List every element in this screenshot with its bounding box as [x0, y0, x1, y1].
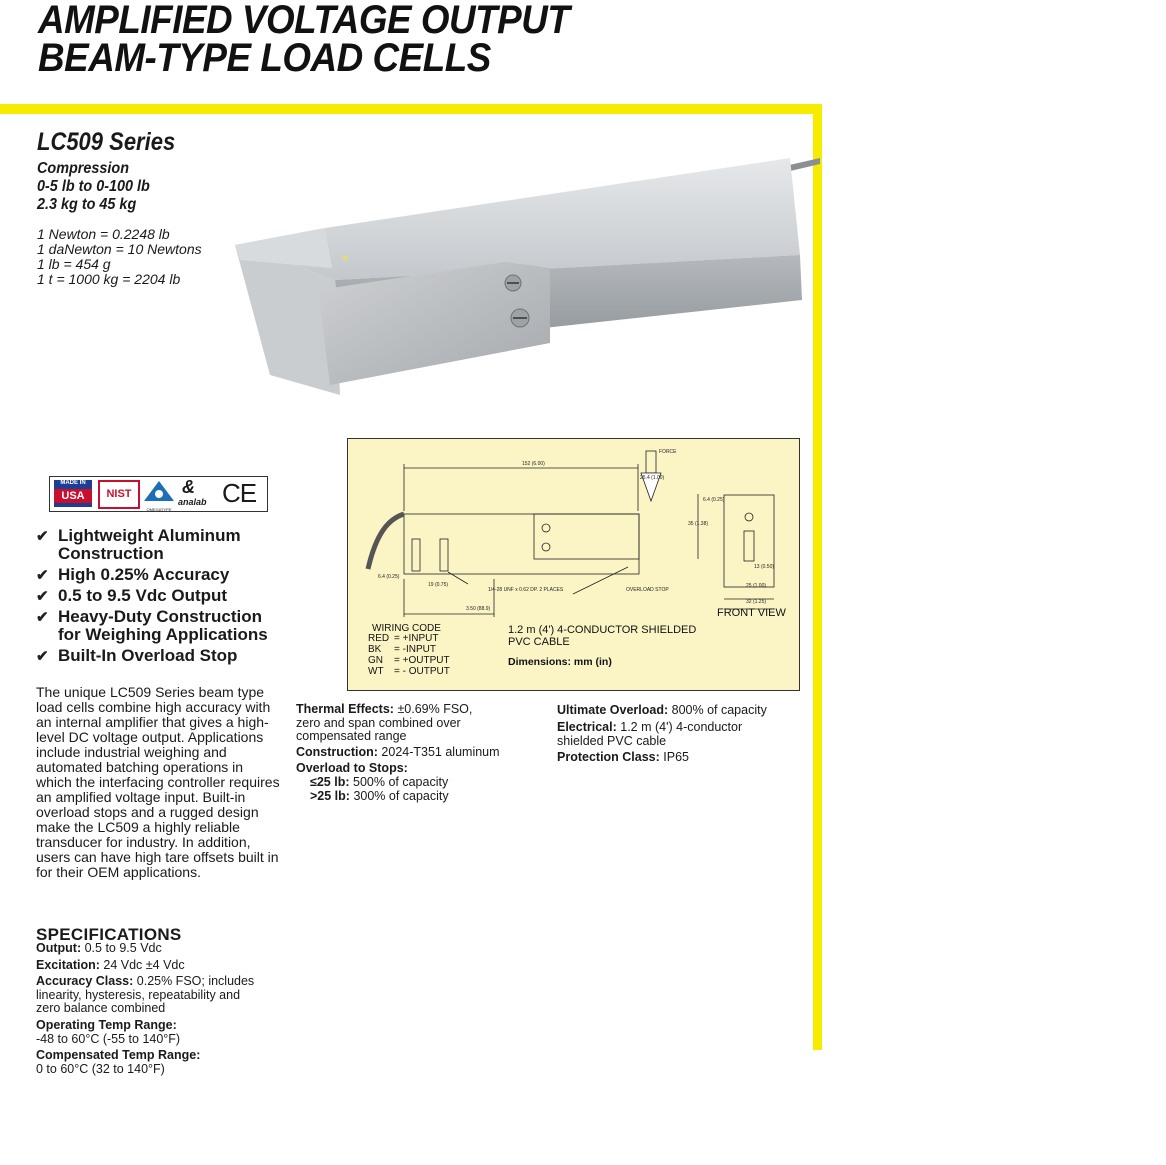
cable-note-1: 1.2 m (4') 4-CONDUCTOR SHIELDED — [508, 624, 697, 636]
feature-1 — [36, 527, 241, 563]
dimension-diagram — [347, 438, 800, 691]
conversion-4: 1 t = 1000 kg = 2204 lb — [37, 271, 181, 287]
dim-152: 152 (6.00) — [522, 461, 545, 467]
dim-13: 13 (0.50) — [754, 564, 775, 570]
spec-thermal: Thermal Effects: ±0.69% FSO, zero and span combined over compensated range — [296, 702, 473, 743]
specifications-heading: SPECIFICATIONS — [36, 925, 182, 944]
spec-protection: Protection Class: IP65 — [557, 750, 690, 764]
spec-ultimate-overload: Ultimate Overload: 800% of capacity — [557, 703, 767, 717]
wiring-row-2: BK = -INPUT — [368, 644, 436, 655]
usa-text: USA — [54, 489, 92, 503]
spec-output: Output: 0.5 to 9.5 Vdc — [36, 941, 162, 955]
omega-text: OMEGATYPE — [146, 507, 172, 512]
spec-electrical: Electrical: 1.2 m (4') 4-conductor shielded PVC cable — [557, 720, 743, 748]
made-in-text: MADE IN — [60, 480, 86, 486]
dim-35: 35 (1.38) — [688, 521, 709, 527]
omega-logo — [143, 480, 175, 512]
spec-accuracy: Accuracy Class: 0.25% FSO; includes linearity, hysteresis, repeatability and zero balance combined — [36, 974, 255, 1015]
dim-64-left: 6.4 (0.25) — [378, 574, 400, 580]
dim-32: 32 (1.25) — [746, 599, 767, 605]
product-type: Compression — [37, 160, 130, 177]
dim-64-top: 6.4 (0.25) — [703, 497, 725, 503]
cable-note-2: PVC CABLE — [508, 636, 570, 648]
feature-4-line1: Heavy-Duty Construction — [58, 607, 263, 626]
spec-overload-low: ≤25 lb: 500% of capacity — [310, 775, 449, 789]
front-view-label: FRONT VIEW — [717, 607, 786, 619]
feature-4 — [36, 608, 268, 644]
page-title-line1: AMPLIFIED VOLTAGE OUTPUT — [38, 0, 570, 42]
dim-254: 25.4 (1.00) — [640, 475, 665, 481]
feature-5: ✔ Built-In Overload Stop — [36, 646, 238, 665]
certification-logos — [49, 476, 268, 512]
check-icon: ✔ — [36, 588, 49, 605]
conversion-2: 1 daNewton = 10 Newtons — [37, 241, 202, 257]
feature-4-line2: for Weighing Applications — [58, 625, 268, 644]
series-title: LC509 Series — [37, 128, 176, 156]
range-kg: 2.3 kg to 45 kg — [37, 196, 137, 213]
spec-operating-temp: Operating Temp Range: -48 to 60°C (-55 to 140°F) — [36, 1018, 181, 1046]
feature-3: ✔ 0.5 to 9.5 Vdc Output — [36, 586, 228, 605]
page-title-line2: BEAM-TYPE LOAD CELLS — [38, 36, 491, 80]
check-icon: ✔ — [36, 609, 49, 626]
spec-overload-stops: Overload to Stops: — [296, 761, 408, 775]
feature-1-line1: Lightweight Aluminum — [58, 526, 241, 545]
nist-logo: NIST — [98, 480, 140, 509]
analab-logo: analab — [178, 497, 207, 507]
overload-stop-label: OVERLOAD STOP — [626, 587, 669, 593]
spec-compensated-temp: Compensated Temp Range: 0 to 60°C (32 to 140°F) — [36, 1048, 201, 1076]
spec-overload-high: >25 lb: 300% of capacity — [310, 789, 449, 803]
thread-spec: 1/4-28 UNF x 0.62 DP. 2 PLACES — [488, 587, 564, 593]
check-icon: ✔ — [36, 567, 49, 584]
range-lb: 0-5 lb to 0-100 lb — [37, 178, 150, 195]
force-label: FORCE — [659, 449, 677, 455]
feature-2: ✔ High 0.25% Accuracy — [36, 565, 230, 584]
conversion-1: 1 Newton = 0.2248 lb — [37, 226, 170, 242]
check-icon: ✔ — [36, 648, 49, 665]
wiring-row-4: WT = - OUTPUT — [368, 666, 450, 677]
yellow-top-rule — [0, 104, 822, 114]
check-icon: ✔ — [36, 528, 49, 545]
spec-construction: Construction: 2024-T351 aluminum — [296, 745, 500, 759]
spec-excitation: Excitation: 24 Vdc ±4 Vdc — [36, 958, 185, 972]
dim-19: 19 (0.75) — [428, 582, 449, 588]
dim-889: 3.50 (88.9) — [466, 606, 491, 612]
wiring-row-1: RED = +INPUT — [368, 633, 439, 644]
conversion-3: 1 lb = 454 g — [37, 256, 111, 272]
ampersand-text: & — [182, 477, 195, 497]
ce-mark: CE — [222, 478, 257, 508]
made-in-usa-logo — [54, 480, 92, 507]
dimensions-note: Dimensions: mm (in) — [508, 656, 612, 668]
wiring-code-title: WIRING CODE — [372, 623, 441, 634]
dim-25: 25 (1.00) — [746, 583, 767, 589]
description-paragraph: The unique LC509 Series beam type load cells combine high accuracy with an internal amplifier that gives a high-level DC voltage output. Applications include industrial weighing and automated batching operations in which the interfacing controller requires an amplified voltage input. Built-in overload stops and a rugged design make the LC509 a highly reliable transducer for industry. In addition, users can have high tare offsets built in for their OEM applications. — [36, 684, 280, 880]
feature-1-line2: Construction — [58, 544, 164, 563]
load-cell-photo — [230, 150, 820, 400]
wiring-row-3: GN = +OUTPUT — [368, 655, 450, 666]
